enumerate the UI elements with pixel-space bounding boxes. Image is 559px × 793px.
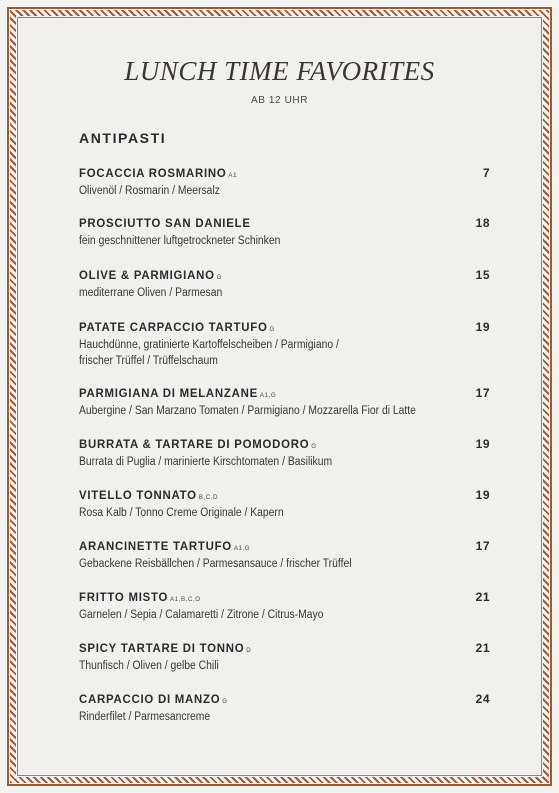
menu-item-title: FRITTO MISTO (79, 590, 169, 604)
allergen-codes: A1,G (233, 545, 251, 552)
menu-item-title: VITELLO TONNATO (79, 488, 197, 502)
menu-item-description: Rinderfilet / Parmesancreme (79, 711, 211, 723)
menu-item-name (79, 539, 469, 556)
menu-item-price: 15 (475, 268, 490, 282)
menu-item-name (79, 488, 469, 505)
menu-item-title: BURRATA & TARTARE DI POMODORO (79, 437, 310, 451)
menu-item-title: SPICY TARTARE DI TONNO (79, 641, 245, 655)
menu-item (79, 386, 490, 419)
menu-item-title: PARMIGIANA DI MELANZANE (79, 386, 258, 400)
menu-item (79, 692, 490, 725)
menu-item (79, 539, 490, 572)
allergen-codes: A1 (228, 172, 238, 179)
menu-item (79, 166, 490, 199)
menu-item-name (79, 590, 469, 607)
menu-item-description: Thunfisch / Oliven / gelbe Chili (79, 660, 219, 672)
menu-item (79, 437, 490, 470)
menu-item-description: fein geschnittener luftgetrockneter Schinken (79, 235, 281, 247)
menu-title: LUNCH TIME FAVORITES (124, 56, 435, 86)
menu-item-price: 21 (475, 641, 490, 655)
menu-item-name (79, 216, 469, 233)
menu-item-title: PROSCIUTTO SAN DANIELE (79, 216, 251, 230)
menu-item-price: 19 (475, 320, 490, 334)
allergen-codes: G (216, 274, 222, 281)
allergen-codes: D (246, 647, 252, 654)
menu-item-title: CARPACCIO DI MANZO (79, 692, 221, 706)
menu-item-price: 24 (475, 692, 490, 706)
menu-item-name (79, 166, 469, 183)
menu-item-name (79, 641, 469, 658)
menu-item-description: Aubergine / San Marzano Tomaten / Parmigiano / Mozzarella Fior di Latte (79, 405, 416, 417)
section-heading: ANTIPASTI (79, 130, 167, 146)
menu-item-description: Olivenöl / Rosmarin / Meersalz (79, 185, 220, 197)
menu-item-name (79, 268, 469, 285)
menu-subtitle: AB 12 UHR (250, 95, 309, 106)
menu-item-description: Burrata di Puglia / marinierte Kirschtomaten / Basilikum (79, 456, 333, 468)
menu-item-price: 17 (475, 386, 490, 400)
allergen-codes: G (222, 698, 228, 705)
allergen-codes: G (269, 326, 275, 333)
menu-item-description: Hauchdünne, gratinierte Kartoffelscheiben / Parmigiano / frischer Trüffel / Trüffelschaum (79, 339, 339, 367)
menu-item-price: 18 (475, 216, 490, 230)
menu-item-name (79, 437, 469, 454)
menu-item-title: OLIVE & PARMIGIANO (79, 268, 215, 282)
menu-item (79, 216, 490, 249)
menu-item (79, 590, 490, 623)
menu-item-title: FOCACCIA ROSMARINO (79, 166, 227, 180)
menu-item-title: ARANCINETTE TARTUFO (79, 539, 232, 553)
allergen-codes: B,C,D (198, 494, 219, 501)
allergen-codes: A1,B,C,O (170, 596, 201, 603)
menu-item-name (79, 320, 469, 337)
menu-item (79, 641, 490, 674)
menu-item-name (79, 692, 469, 709)
menu-item-price: 17 (475, 539, 490, 553)
menu-item-title: PATATE CARPACCIO TARTUFO (79, 320, 268, 334)
menu-item-price: 21 (475, 590, 490, 604)
menu-item-name (79, 386, 469, 403)
menu-item-price: 19 (475, 437, 490, 451)
menu-item-price: 19 (475, 488, 490, 502)
allergen-codes: A1,G (259, 392, 277, 399)
menu-item-description: Garnelen / Sepia / Calamaretti / Zitrone / Citrus-Mayo (79, 609, 324, 621)
menu-item-description: Rosa Kalb / Tonno Creme Originale / Kapern (79, 507, 284, 519)
menu-item-description: mediterrane Oliven / Parmesan (79, 287, 223, 299)
menu-item (79, 488, 490, 521)
menu-item (79, 320, 490, 369)
menu-item-price: 7 (482, 166, 490, 180)
menu-item-description: Gebackene Reisbällchen / Parmesansauce / frischer Trüffel (79, 558, 352, 570)
menu-item (79, 268, 490, 301)
allergen-codes: G (311, 443, 317, 450)
